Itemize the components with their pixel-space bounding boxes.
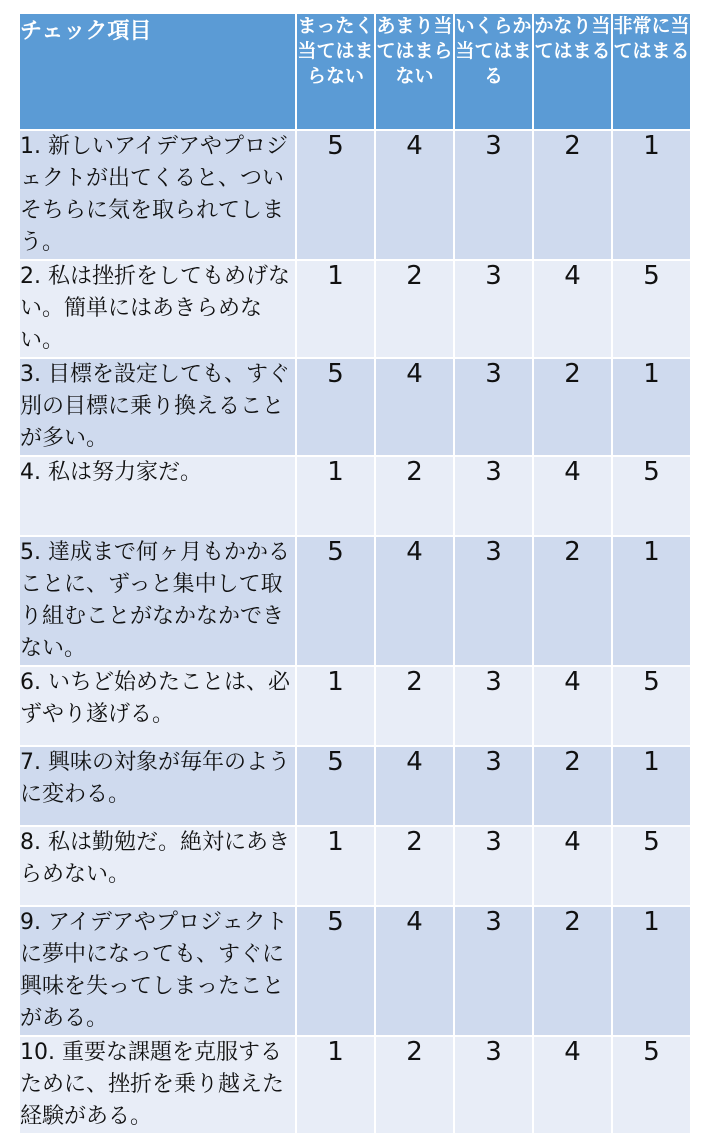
row-score-cell: 4: [375, 906, 454, 1036]
row-item-text: 1. 新しいアイデアやプロジェクトが出てくると、ついそちらに気を取られてしまう。: [19, 130, 296, 260]
row-score-cell: 3: [454, 260, 533, 358]
header-row: [19, 13, 691, 130]
row-score-cell: 4: [375, 130, 454, 260]
row-score-cell: 5: [296, 746, 375, 826]
row-score-cell: 5: [296, 130, 375, 260]
table-row: [19, 536, 691, 666]
header-scale-4: かなり当てはまる: [533, 13, 612, 130]
row-score-cell: 2: [533, 358, 612, 456]
row-score-cell: 5: [296, 358, 375, 456]
row-score-cell: 5: [612, 456, 691, 536]
row-item-text: 5. 達成まで何ヶ月もかかることに、ずっと集中して取り組むことがなかなかできない。: [19, 536, 296, 666]
row-score-cell: 2: [533, 130, 612, 260]
header-scale-3: いくらか当てはまる: [454, 13, 533, 130]
row-score-cell: 3: [454, 746, 533, 826]
row-score-cell: 3: [454, 456, 533, 536]
row-score-cell: 2: [533, 906, 612, 1036]
header-scale-1: まったく当てはまらない: [296, 13, 375, 130]
row-score-cell: 3: [454, 826, 533, 906]
table-row: [19, 906, 691, 1036]
row-score-cell: 4: [375, 536, 454, 666]
row-score-cell: 4: [533, 1036, 612, 1134]
row-item-text: 3. 目標を設定しても、すぐ別の目標に乗り換えることが多い。: [19, 358, 296, 456]
header-scale-5: 非常に当てはまる: [612, 13, 691, 130]
row-score-cell: 5: [296, 906, 375, 1036]
row-score-cell: 4: [375, 746, 454, 826]
row-item-text: 7. 興味の対象が毎年のように変わる。: [19, 746, 296, 826]
row-score-cell: 4: [533, 826, 612, 906]
row-item-text: 8. 私は勤勉だ。絶対にあきらめない。: [19, 826, 296, 906]
row-score-cell: 4: [375, 358, 454, 456]
row-score-cell: 4: [533, 260, 612, 358]
header-scale-2: あまり当てはまらない: [375, 13, 454, 130]
row-score-cell: 1: [296, 666, 375, 746]
row-item-text: 6. いちど始めたことは、必ずやり遂げる。: [19, 666, 296, 746]
row-score-cell: 1: [612, 746, 691, 826]
row-score-cell: 5: [612, 666, 691, 746]
row-score-cell: 5: [612, 1036, 691, 1134]
row-score-cell: 2: [375, 1036, 454, 1134]
table-row: [19, 456, 691, 536]
row-score-cell: 3: [454, 536, 533, 666]
row-score-cell: 5: [612, 826, 691, 906]
row-score-cell: 2: [375, 456, 454, 536]
row-score-cell: 3: [454, 130, 533, 260]
table-row: [19, 260, 691, 358]
row-score-cell: 2: [375, 260, 454, 358]
row-item-text: 2. 私は挫折をしてもめげない。簡単にはあきらめない。: [19, 260, 296, 358]
row-score-cell: 1: [612, 536, 691, 666]
row-score-cell: 2: [375, 666, 454, 746]
row-score-cell: 4: [533, 666, 612, 746]
row-score-cell: 3: [454, 906, 533, 1036]
row-score-cell: 1: [296, 826, 375, 906]
row-score-cell: 3: [454, 358, 533, 456]
row-item-text: 4. 私は努力家だ。: [19, 456, 296, 536]
row-score-cell: 1: [612, 906, 691, 1036]
row-score-cell: 5: [296, 536, 375, 666]
row-item-text: 10. 重要な課題を克服するために、挫折を乗り越えた経験がある。: [19, 1036, 296, 1134]
table-row: [19, 666, 691, 746]
row-item-text: 9. アイデアやプロジェクトに夢中になっても、すぐに興味を失ってしまったことがある。: [19, 906, 296, 1036]
table-row: [19, 746, 691, 826]
table-row: [19, 358, 691, 456]
header-check-item: チェック項目: [19, 13, 296, 130]
row-score-cell: 1: [296, 260, 375, 358]
row-score-cell: 1: [296, 456, 375, 536]
row-score-cell: 5: [612, 260, 691, 358]
row-score-cell: 2: [533, 536, 612, 666]
row-score-cell: 3: [454, 666, 533, 746]
grit-check-table: [18, 12, 692, 1135]
row-score-cell: 1: [612, 130, 691, 260]
row-score-cell: 4: [533, 456, 612, 536]
row-score-cell: 1: [612, 358, 691, 456]
table-row: [19, 1036, 691, 1134]
table-row: [19, 826, 691, 906]
row-score-cell: 2: [375, 826, 454, 906]
table-row: [19, 130, 691, 260]
row-score-cell: 1: [296, 1036, 375, 1134]
row-score-cell: 3: [454, 1036, 533, 1134]
row-score-cell: 2: [533, 746, 612, 826]
